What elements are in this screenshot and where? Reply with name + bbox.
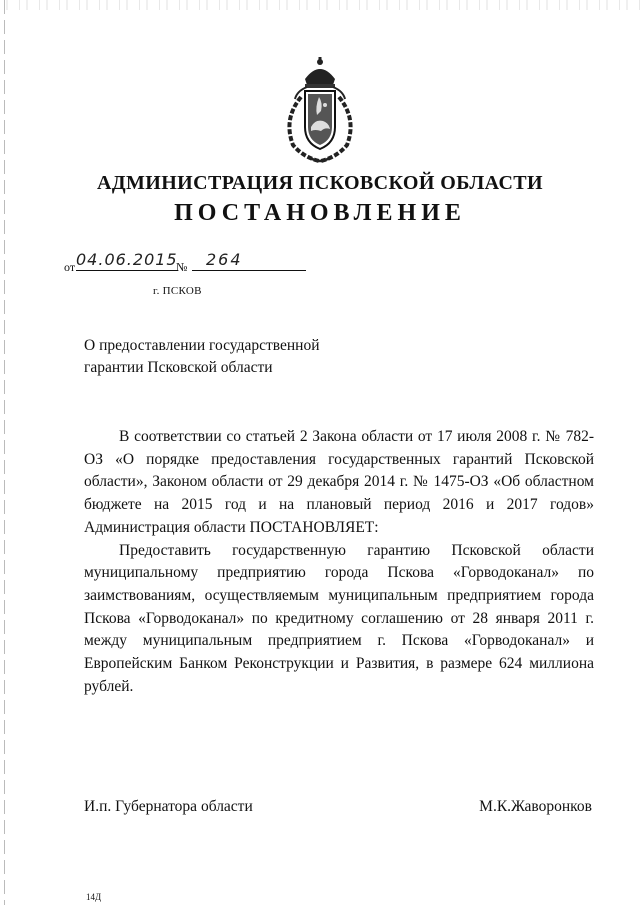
- scan-edge-left: [4, 0, 5, 905]
- signatory-name: М.К.Жаворонков: [479, 798, 592, 815]
- footer-code: 14Д: [86, 892, 102, 902]
- subject-line-2: гарантии Псковской области: [84, 359, 273, 376]
- document-date: 04.06.2015: [76, 250, 178, 269]
- subject-line-1: О предоставлении государственной: [84, 337, 320, 354]
- signatory-position: И.п. Губернатора области: [84, 798, 253, 815]
- body-paragraph-2: Предоставить государственную гарантию Псковской области муниципальному предприятию города Пскова «Горводоканал» по заимствованиям, осуществляемым муниципальным предприятием города Пскова «Горводоканал» по кредитному соглашению от 28 января 2011 г. между муниципальным предприятием г. Пскова «Горводоканал» и Европейским Банком Реконструкции и Развития, в размере 624 миллиона рублей.: [84, 541, 594, 695]
- document-body: [84, 426, 594, 698]
- coat-of-arms-icon: [279, 57, 361, 167]
- body-paragraph-1: В соответствии со статьей 2 Закона области от 17 июля 2008 г. № 782-ОЗ «О порядке предоставления государственных гарантий Псковской области», Законом области от 29 декабря 2014 г. № 1475-ОЗ «Об областном бюджете на 2015 год и на плановый период 2016 и 2017 годов» Администрация области ПОСТАНОВЛЯЕТ:: [84, 428, 594, 536]
- organization-name: АДМИНИСТРАЦИЯ ПСКОВСКОЙ ОБЛАСТИ: [96, 172, 544, 194]
- number-label: №: [176, 260, 188, 274]
- from-label: от: [64, 260, 76, 274]
- scan-noise-top: [0, 0, 640, 10]
- document-number: 264: [192, 250, 306, 271]
- document-subject: [84, 335, 320, 379]
- registration-row: [64, 250, 264, 276]
- document-type-title: ПОСТАНОВЛЕНИЕ: [174, 200, 466, 226]
- city-label: г. ПСКОВ: [153, 285, 202, 297]
